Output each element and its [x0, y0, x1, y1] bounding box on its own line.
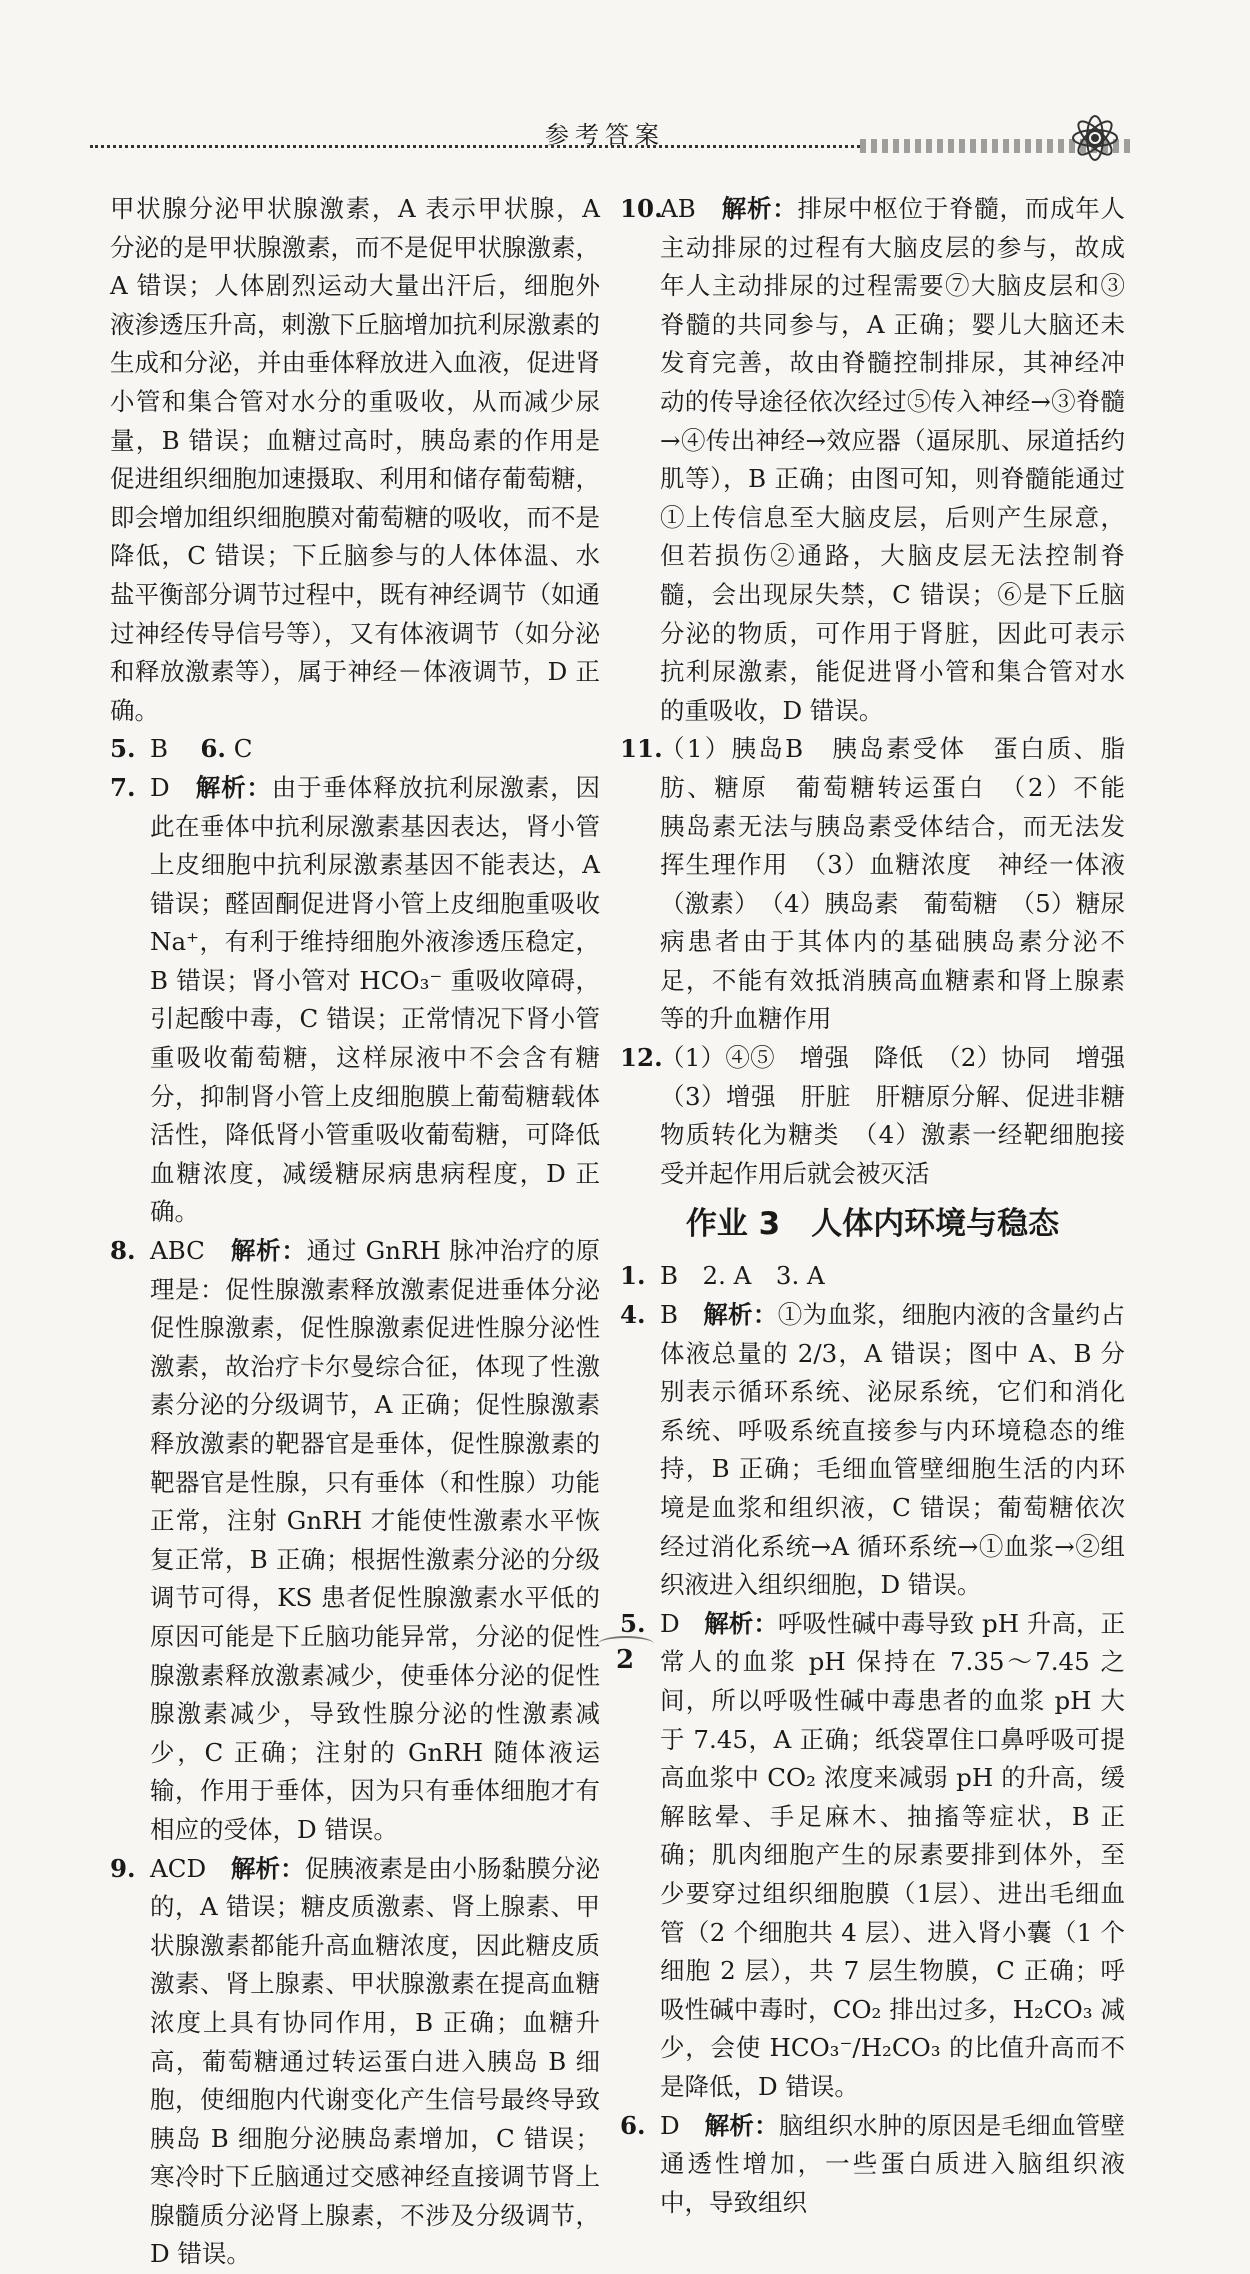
item-text: 通过 GnRH 脉冲治疗的原理是：促性腺激素释放激素促进垂体分泌促性腺激素，促性腺激素促进性腺分泌性激素，故治疗卡尔曼综合征，体现了性激素分泌的分级调节，A 正确；促性腺激素释放激素的靶器官是垂体，促性腺激素的靶器官是性腺，只有垂体（和性腺）功能正常，注射 GnRH 才能使性激素水平恢复正常，B 正确；根据性激素分泌的分级调节可得，KS 患者促性腺激素水平低的原因可能是下丘脑功能异常，分泌的促性腺激素释放激素减少，使垂体分泌的促性腺激素减少，导致性腺分泌的性激素减少，C 正确；注射的 GnRH 随体液运输，作用于垂体，因为只有垂体细胞才有相应的受体，D 错误。 [150, 1236, 600, 1844]
analysis-label: 解析： [721, 194, 798, 223]
answer-item-7 [110, 769, 600, 1232]
answer-item-12 [620, 1039, 1150, 1193]
item-answer: C [233, 734, 253, 764]
item-text: 呼吸性碱中毒导致 pH 升高，正常人的血浆 pH 保持在 7.35～7.45 之间，所以呼吸性碱中毒患者的血浆 pH 大于 7.45，A 正确；纸袋罩住口鼻呼吸可提高血浆中 CO₂ 浓度来减弱 pH 的升高，缓解眩晕、手足麻木、抽搐等症状，B 正确；肌肉细胞产生的尿素要排到体外，至少要穿过组织细胞膜（1层）、进出毛细血管（2 个细胞共 4 层）、进入肾小囊（1 个细胞 2 层），共 7 层生物膜，C 正确；呼吸性碱中毒时，CO₂ 排出过多，H₂CO₃ 减少，会使 HCO₃⁻/H₂CO₃ 的比值升高而不是降低，D 错误。 [660, 1608, 1126, 2101]
analysis-label: 解析： [230, 1236, 307, 1266]
item-number: 11. [620, 734, 663, 764]
analysis-label: 解析： [704, 2110, 779, 2140]
analysis-label: 解析： [703, 1300, 778, 1330]
item-number: 6. [620, 2110, 646, 2140]
item-answer: AB [660, 194, 696, 223]
section-title: 作业 3 人体内环境与稳态 [685, 1206, 1060, 1243]
item-number: 1. [620, 1261, 646, 1291]
item-text: （1）胰岛B 胰岛素受体 蛋白质、脂肪、糖原 葡萄糖转运蛋白 （2）不能 胰岛素无法与胰岛素受体结合，而无法发挥生理作用 （3）血糖浓度 神经一体液（激素） （4）胰岛素 葡萄糖 （5）糖尿病患者由于其体内的基础胰岛素分泌不足，不能有效抵消胰高血糖素和肾上腺素等的升血糖作用 [660, 734, 1150, 1034]
item-number: 6. [200, 734, 226, 764]
item-answer: D [150, 772, 170, 802]
item-number: 8. [110, 1236, 136, 1266]
header-title: 参考答案 [545, 121, 665, 149]
page-number: 2 [615, 1645, 635, 1675]
answer-item-10 [620, 190, 1125, 730]
answer-item-5 [110, 730, 600, 769]
item-text: ①为血浆，细胞内液的含量约占体液总量的 2/3，A 错误；图中 A、B 分别表示循环系统、泌尿系统，它们和消化系统、呼吸系统直接参与内环境稳态的维持，B 正确；毛细血管壁细胞生活的内环境是血浆和组织液，C 错误；葡萄糖依次经过消化系统→A 循环系统→①血浆→②组织液进入组织细胞，D 错误。 [660, 1300, 1126, 1600]
item-number: 7. [110, 772, 136, 802]
item-number: 5. [110, 734, 136, 764]
item-text: 2. A 3. A [678, 1261, 825, 1291]
analysis-label: 解析： [195, 772, 272, 802]
answer-item-1-3 [620, 1257, 1125, 1296]
item-number: 5. [620, 1608, 646, 1638]
answer-item-8 [110, 1232, 600, 1850]
analysis-label: 解析： [230, 1853, 305, 1883]
item-number: 10. [620, 194, 663, 223]
item-number: 4. [620, 1300, 646, 1330]
item-number: 12. [620, 1043, 663, 1073]
flower-ornament-icon [1045, 100, 1145, 180]
answer-item-6 [620, 2107, 1125, 2223]
item-text: 促胰液素是由小肠黏膜分泌的，A 错误；糖皮质激素、肾上腺素、甲状腺激素都能升高血糖浓度，因此糖皮质激素、肾上腺素、甲状腺激素在提高血糖浓度上具有协同作用，B 正确；血糖升高，葡萄糖通过转运蛋白进入胰岛 B 细胞，使细胞内代谢变化产生信号最终导致胰岛 B 细胞分泌胰岛素增加，C 错误；寒冷时下丘脑通过交感神经直接调节肾上腺髓质分泌肾上腺素，不涉及分级调节，D 错误。 [150, 1853, 601, 2269]
item-text: （1）④⑤ 增强 降低 （2）协同 增强 （3）增强 肝脏 肝糖原分解、促进非糖物质转化为糖类 （4）激素一经靶细胞接受并起作用后就会被灭活 [660, 1043, 1150, 1188]
intro-paragraph: 甲状腺分泌甲状腺激素，A 表示甲状腺，A 分泌的是甲状腺激素，而不是促甲状腺激素，A 错误；人体剧烈运动大量出汗后，细胞外液渗透压升高，刺激下丘脑增加抗利尿激素的生成和分泌，并由垂体释放进入血液，促进肾小管和集合管对水分的重吸收，从而减少尿量，B 错误；血糖过高时，胰岛素的作用是促进组织细胞加速摄取、利用和储存葡萄糖，即会增加组织细胞膜对葡萄糖的吸收，而不是降低，C 错误；下丘脑参与的人体体温、水盐平衡部分调节过程中，既有神经调节（如通过神经传导信号等），又有体液调节（如分泌和释放激素等），属于神经－体液调节，D 正确。 [110, 194, 600, 725]
answer-item-9 [110, 1850, 600, 2274]
left-column [110, 190, 600, 2274]
page-header [90, 105, 1120, 165]
right-column [620, 190, 1150, 2222]
item-answer: ACD [150, 1853, 207, 1883]
item-answer: B [150, 734, 169, 764]
item-text: 由于垂体释放抗利尿激素，因此在垂体中抗利尿激素基因表达，肾小管上皮细胞中抗利尿激素基因不能表达，A 错误；醛固酮促进肾小管上皮细胞重吸收 Na⁺，有利于维持细胞外液渗透压稳定，B 错误；肾小管对 HCO₃⁻ 重吸收障碍，引起酸中毒，C 错误；正常情况下肾小管重吸收葡萄糖，这样尿液中不会含有糖分，抑制肾小管上皮细胞膜上葡萄糖载体活性，降低肾小管重吸收葡萄糖，可降低血糖浓度，减缓糖尿病患病程度，D 正确。 [150, 772, 601, 1227]
answer-item-5b [620, 1605, 1125, 2107]
item-answer: D [660, 2110, 680, 2140]
answer-item-4 [620, 1296, 1125, 1605]
item-text: 脑组织水肿的原因是毛细血管壁通透性增加，一些蛋白质进入脑组织液中，导致组织 [660, 2110, 1126, 2217]
item-answer: B [660, 1261, 679, 1291]
item-text: 排尿中枢位于脊髓，而成年人主动排尿的过程有大脑皮层的参与，故成年人主动排尿的过程需要⑦大脑皮层和③脊髓的共同参与，A 正确；婴儿大脑还未发育完善，故由脊髓控制排尿，其神经冲动的传导途径依次经过⑤传入神经→③脊髓→④传出神经→效应器（逼尿肌、尿道括约肌等），B 正确；由图可知，则脊髓能通过①上传信息至大脑皮层，后则产生尿意，但若损伤②通路，大脑皮层无法控制脊髓，会出现尿失禁，C 错误；⑥是下丘脑分泌的物质，可作用于肾脏，因此可表示抗利尿激素，能促进肾小管和集合管对水的重吸收，D 错误。 [660, 194, 1126, 725]
item-answer: B [660, 1300, 679, 1330]
item-answer: D [660, 1608, 680, 1638]
answer-item-11 [620, 730, 1150, 1039]
header-dotted-rule [90, 145, 860, 148]
item-answer: ABC [150, 1236, 205, 1266]
analysis-label: 解析： [704, 1608, 778, 1638]
item-number: 9. [110, 1853, 136, 1883]
